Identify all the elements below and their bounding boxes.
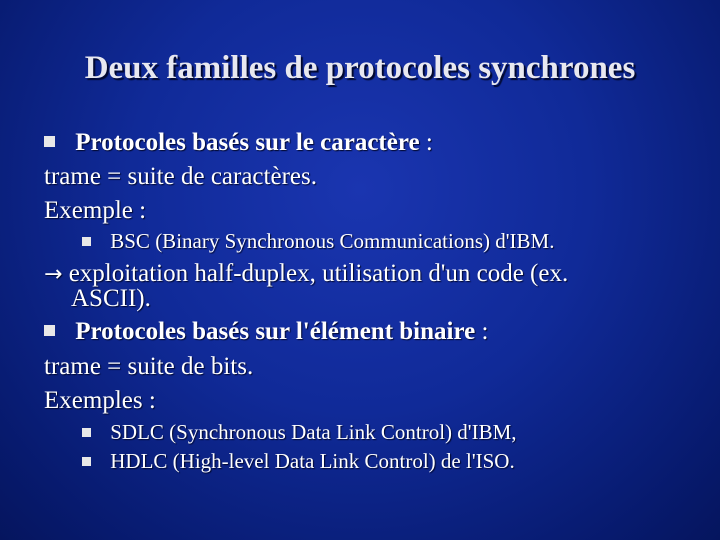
section2-heading: Protocoles basés sur l'élément binaire: [75, 318, 476, 345]
square-bullet-icon: [44, 325, 55, 336]
sub-bullet-item-bsc: [82, 228, 554, 254]
sub-bullet-item-hdlc: [82, 448, 515, 474]
section1-example-label: Exemple :: [44, 197, 147, 224]
section2-colon: :: [475, 318, 489, 345]
bullet-item-character-protocols: [44, 127, 433, 159]
section2-example-hdlc: HDLC (High-level Data Link Control) de l'ISO.: [110, 449, 515, 473]
section2-example-sdlc: SDLC (Synchronous Data Link Control) d'IBM,: [110, 420, 517, 444]
section1-consequence-text: exploitation half-duplex, utilisation d'un code (ex.: [62, 260, 569, 287]
sub-bullet-item-sdlc: [82, 419, 517, 445]
bullet-item-bit-protocols: [44, 316, 488, 348]
section1-heading: Protocoles basés sur le caractère: [75, 129, 420, 156]
section1-consequence-continued: ASCII).: [71, 285, 151, 312]
right-arrow-icon: →: [44, 262, 63, 287]
section1-frame-definition: trame = suite de caractères.: [44, 163, 317, 190]
square-bullet-icon: [44, 136, 55, 147]
slide-title: Deux familles de protocoles synchrones: [84, 50, 636, 86]
square-bullet-icon: [82, 237, 91, 246]
square-bullet-icon: [82, 457, 91, 466]
section2-frame-definition: trame = suite de bits.: [44, 353, 254, 380]
square-bullet-icon: [82, 428, 91, 437]
section2-examples-label: Exemples :: [44, 387, 156, 414]
section1-colon: :: [419, 129, 433, 156]
section1-example: BSC (Binary Synchronous Communications) d'IBM.: [110, 229, 555, 253]
